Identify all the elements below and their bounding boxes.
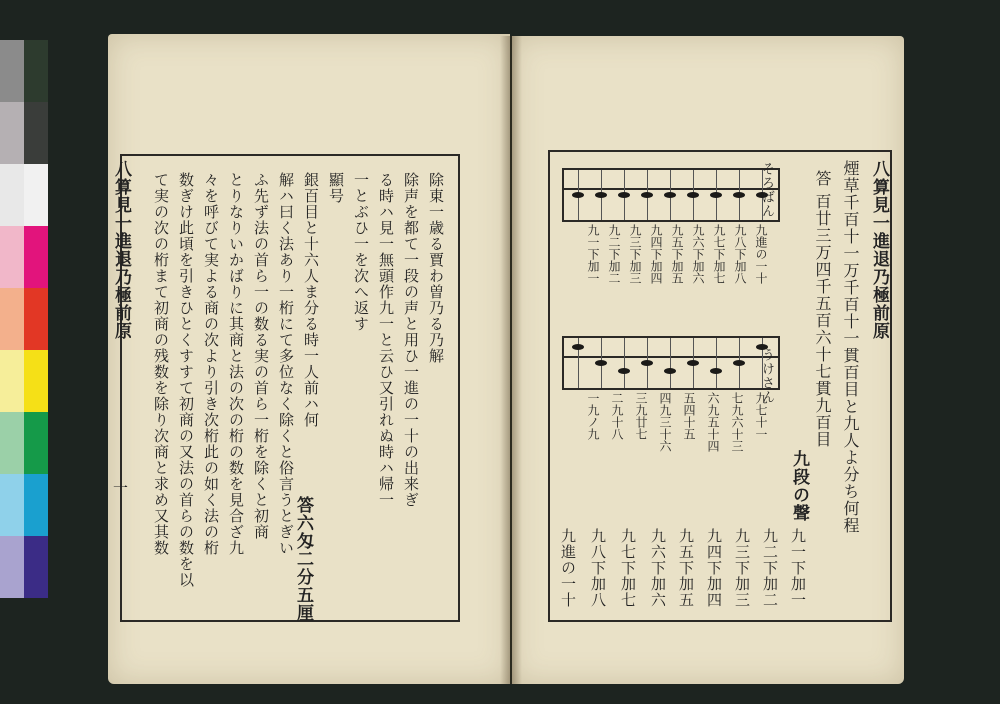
abacus-lower-cell: 六九五十四 <box>706 392 720 452</box>
color-swatch <box>0 40 24 102</box>
section-title: 九段の聲 <box>789 450 809 522</box>
left-text-line: 除東一歳る賈わ曽乃る乃解 <box>427 172 445 364</box>
left-page-footer: 一 <box>111 480 129 496</box>
color-swatch <box>24 164 48 226</box>
abacus-lower-cell: 七九六十三 <box>730 392 744 452</box>
abacus-bead <box>641 360 653 366</box>
color-calibration-strip <box>0 40 48 602</box>
right-page-header: 八算見一進退乃極前原 <box>869 160 889 340</box>
abacus-rod <box>624 338 625 388</box>
abacus-upper-cell: 九進の一十 <box>754 224 768 284</box>
abacus-upper-cell: 九八下加八 <box>733 224 747 284</box>
problem-text: 煙草千百十一万千百十一貫百目と九人よ分ち何程 <box>841 160 860 534</box>
left-text-line: ふ先ず法の首ら一の数る実の首ら一桁を除くと初商 <box>252 172 270 540</box>
color-swatch <box>0 102 24 164</box>
left-text-line: 解ハ曰く法あり一桁にて多位なく除くと俗言うとぎい <box>277 172 295 556</box>
abacus-bead <box>733 360 745 366</box>
abacus-bead <box>710 368 722 374</box>
abacus-bead <box>710 192 722 198</box>
abacus-bead <box>595 360 607 366</box>
abacus-bead <box>641 192 653 198</box>
abacus-upper-cell: 九六下加六 <box>691 224 705 284</box>
color-swatch <box>24 350 48 412</box>
color-swatch <box>0 288 24 350</box>
left-answer: 答六匁二分五厘 <box>293 496 313 622</box>
abacus-bead <box>572 344 584 350</box>
abacus-upper-cell: 九五下加五 <box>670 224 684 284</box>
abacus-rod <box>670 338 671 388</box>
abacus-bead <box>664 192 676 198</box>
book-gutter <box>500 36 522 684</box>
left-text-line: 数ぎけ此頃を引きひとくすすて初商の又法の首らの数を以 <box>177 172 195 588</box>
chant-line: 九三下加三 <box>733 528 751 608</box>
abacus-bead <box>733 192 745 198</box>
abacus-bead <box>595 192 607 198</box>
color-swatch <box>24 226 48 288</box>
color-swatch <box>0 412 24 474</box>
abacus-bead <box>664 368 676 374</box>
chant-line: 九二下加二 <box>761 528 779 608</box>
left-text-line: 顯号 <box>327 172 345 204</box>
abacus-label-bottom: うけさん <box>759 348 774 404</box>
color-swatch <box>24 474 48 536</box>
color-swatch <box>24 40 48 102</box>
abacus-upper-cell: 九三下加三 <box>628 224 642 284</box>
abacus-bead <box>687 192 699 198</box>
left-page-header: 八算見一進退乃極前原 <box>111 160 131 340</box>
abacus-lower-cell: 二九十八 <box>610 392 624 440</box>
color-swatch <box>24 536 48 598</box>
left-text-line: 々を呼びて実よる商の次より引き次桁此の如く法の桁 <box>202 172 220 556</box>
chant-line: 九進の一十 <box>559 528 577 608</box>
chant-line: 九一下加一 <box>789 528 807 608</box>
abacus-lower-cell: 三九廿七 <box>634 392 648 440</box>
abacus-lower-cell: 一九ノ九 <box>586 392 600 440</box>
abacus-upper-cell: 九七下加七 <box>712 224 726 284</box>
abacus-label-top: そろばん <box>759 162 774 218</box>
abacus-upper-cell: 九一下加一 <box>586 224 600 284</box>
left-text-line: て実の次の桁まて初商の残数を除り次商と求め又其数 <box>152 172 170 556</box>
chant-line: 九五下加五 <box>677 528 695 608</box>
abacus-lower-cell: 四九三十六 <box>658 392 672 452</box>
abacus-upper-cell: 九二下加二 <box>607 224 621 284</box>
left-text-line: 銀百目と十六人ま分る時一人前ハ何 <box>302 172 320 428</box>
abacus-upper-cell: 九四下加四 <box>649 224 663 284</box>
abacus-bead <box>618 192 630 198</box>
abacus-upper <box>562 168 780 222</box>
left-text-line: 除声を都て一段の声と用ひ一進の一十の出来ぎ <box>402 172 420 508</box>
abacus-bead <box>687 360 699 366</box>
chant-line: 九七下加七 <box>619 528 637 608</box>
abacus-bead <box>618 368 630 374</box>
color-swatch <box>24 102 48 164</box>
abacus-lower-cell: 五四十五 <box>682 392 696 440</box>
color-swatch <box>0 164 24 226</box>
chant-line: 九四下加四 <box>705 528 723 608</box>
problem-answer: 答 百廿三万四千五百六十七貫九百目 <box>813 170 832 449</box>
left-text-line: る時ハ見一無頭作九一と云ひ又引れぬ時ハ帰一 <box>377 172 395 508</box>
chant-line: 九六下加六 <box>649 528 667 608</box>
color-swatch <box>0 226 24 288</box>
abacus-lower-cell: 九七十一 <box>754 392 768 440</box>
abacus-bead <box>572 192 584 198</box>
abacus-lower <box>562 336 780 390</box>
color-swatch <box>0 350 24 412</box>
left-text-line: とりなりいかばりに其商と法の次の桁の数を見合ざ九 <box>227 172 245 556</box>
abacus-rod <box>716 338 717 388</box>
color-swatch <box>0 536 24 598</box>
chant-line: 九八下加八 <box>589 528 607 608</box>
color-swatch <box>0 474 24 536</box>
color-swatch <box>24 412 48 474</box>
left-text-line: 一とぶひ一を次へ返す <box>352 172 370 332</box>
color-swatch <box>24 288 48 350</box>
